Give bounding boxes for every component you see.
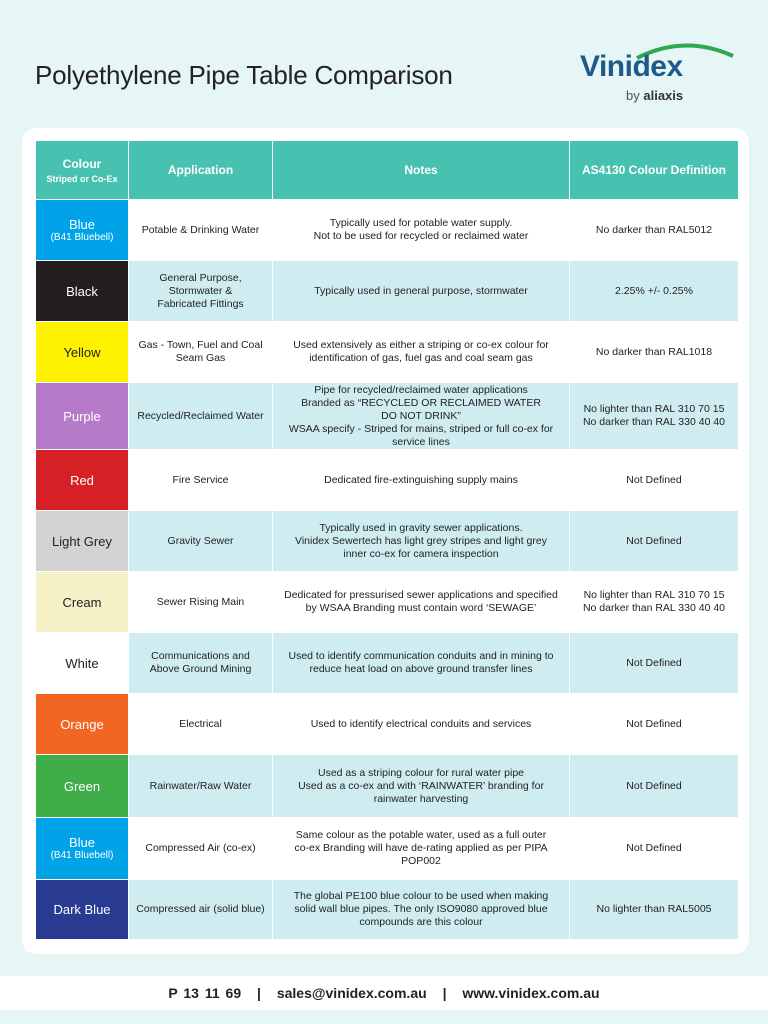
colour-name: Light Grey	[52, 533, 112, 549]
pipe-comparison-table	[36, 141, 738, 939]
header-colour: Colour Striped or Co-Ex	[36, 141, 129, 199]
notes-cell: The global PE100 blue colour to be used when making solid wall blue pipes. The only ISO9080 approved blue compounds are this colour	[273, 879, 570, 939]
application-cell: Compressed air (solid blue)	[129, 879, 273, 939]
colour-name: Yellow	[63, 344, 101, 360]
definition-cell: No darker than RAL1018	[570, 321, 738, 382]
table-row	[36, 879, 738, 939]
colour-swatch-cell	[36, 382, 129, 449]
notes-cell: Typically used in general purpose, stormwater	[273, 260, 570, 321]
table-header-row	[36, 141, 738, 199]
colour-swatch-cell	[36, 879, 129, 939]
header-notes: Notes	[273, 141, 570, 199]
application-cell: Rainwater/Raw Water	[129, 754, 273, 817]
definition-cell: 2.25% +/- 0.25%	[570, 260, 738, 321]
table-row	[36, 817, 738, 879]
notes-cell: Typically used in gravity sewer applications. Vinidex Sewertech has light grey stripes and light grey inner co-ex for camera inspection	[273, 510, 570, 571]
notes-cell: Used as a striping colour for rural water pipe Used as a co-ex and with ‘RAINWATER’ branding for rainwater harvesting	[273, 754, 570, 817]
table-row	[36, 754, 738, 817]
footer-website[interactable]: www.vinidex.com.au	[462, 985, 600, 1001]
colour-name: White	[65, 655, 99, 671]
definition-cell: Not Defined	[570, 754, 738, 817]
footer-phone: P 13 11 69	[168, 985, 242, 1001]
header-definition: AS4130 Colour Definition	[570, 141, 738, 199]
colour-swatch-cell	[36, 817, 129, 879]
colour-name: Dark Blue	[53, 902, 111, 917]
application-cell: Fire Service	[129, 449, 273, 510]
application-cell: Electrical	[129, 693, 273, 754]
application-cell: Gas - Town, Fuel and Coal Seam Gas	[129, 321, 273, 382]
table-row	[36, 632, 738, 693]
page-title: Polyethylene Pipe Table Comparison	[35, 60, 453, 90]
definition-cell: Not Defined	[570, 632, 738, 693]
definition-cell: Not Defined	[570, 510, 738, 571]
table-body	[36, 199, 738, 939]
notes-cell: Used to identify electrical conduits and services	[273, 693, 570, 754]
colour-name: Green	[63, 778, 101, 794]
footer-separator: |	[257, 985, 261, 1001]
table-row	[36, 449, 738, 510]
colour-name: Purple	[63, 408, 101, 424]
colour-swatch-cell	[36, 754, 129, 817]
logo-wordmark: Vinidex	[580, 50, 683, 83]
definition-cell: No lighter than RAL 310 70 15 No darker than RAL 330 40 40	[570, 571, 738, 632]
colour-swatch-cell	[36, 693, 129, 754]
application-cell: Communications and Above Ground Mining	[129, 632, 273, 693]
definition-cell: No lighter than RAL 310 70 15 No darker than RAL 330 40 40	[570, 382, 738, 449]
logo-byline: by aliaxis	[626, 88, 684, 103]
application-cell: General Purpose, Stormwater & Fabricated Fittings	[129, 260, 273, 321]
header-application: Application	[129, 141, 273, 199]
definition-cell: No darker than RAL5012	[570, 199, 738, 260]
notes-cell: Used to identify communication conduits and in mining to reduce heat load on above ground transfer lines	[273, 632, 570, 693]
table-row	[36, 571, 738, 632]
colour-swatch-cell	[36, 199, 129, 260]
colour-swatch-cell	[36, 632, 129, 693]
table-row	[36, 199, 738, 260]
colour-swatch-cell	[36, 571, 129, 632]
colour-name: Orange	[60, 716, 104, 732]
application-cell: Gravity Sewer	[129, 510, 273, 571]
application-cell: Recycled/Reclaimed Water	[129, 382, 273, 449]
notes-cell: Pipe for recycled/reclaimed water applications Branded as “RECYCLED OR RECLAIMED WATER DO NOT DRINK” WSAA specify - Striped for mains, striped or full co-ex for service lines	[273, 382, 570, 449]
footer-contact-bar	[0, 976, 768, 1010]
colour-name: Blue	[68, 835, 96, 850]
application-cell: Sewer Rising Main	[129, 571, 273, 632]
notes-cell: Dedicated fire-extinguishing supply mains	[273, 449, 570, 510]
table-row	[36, 510, 738, 571]
notes-cell: Dedicated for pressurised sewer applications and specified by WSAA Branding must contain word ‘SEWAGE’	[273, 571, 570, 632]
table-row	[36, 693, 738, 754]
application-cell: Compressed Air (co-ex)	[129, 817, 273, 879]
colour-name: Red	[70, 472, 94, 488]
application-cell: Potable & Drinking Water	[129, 199, 273, 260]
colour-swatch-cell	[36, 321, 129, 382]
colour-name: Blue	[68, 216, 96, 232]
colour-name: Cream	[62, 594, 102, 610]
colour-subname: (B41 Bluebell)	[50, 231, 114, 243]
colour-swatch-cell	[36, 260, 129, 321]
notes-cell: Same colour as the potable water, used as a full outer co-ex Branding will have de-rating applied as per PIPA POP002	[273, 817, 570, 879]
colour-swatch-cell	[36, 510, 129, 571]
table-row	[36, 260, 738, 321]
table-row	[36, 321, 738, 382]
notes-cell: Typically used for potable water supply. Not to be used for recycled or reclaimed water	[273, 199, 570, 260]
colour-name: Black	[66, 283, 98, 299]
notes-cell: Used extensively as either a striping or co-ex colour for identification of gas, fuel gas and coal seam gas	[273, 321, 570, 382]
colour-subname: (B41 Bluebell)	[50, 850, 114, 861]
definition-cell: Not Defined	[570, 449, 738, 510]
vinidex-logo	[580, 40, 738, 106]
definition-cell: No lighter than RAL5005	[570, 879, 738, 939]
footer-email[interactable]: sales@vinidex.com.au	[276, 985, 427, 1001]
definition-cell: Not Defined	[570, 693, 738, 754]
definition-cell: Not Defined	[570, 817, 738, 879]
table-row	[36, 382, 738, 449]
footer-separator: |	[442, 985, 447, 1001]
colour-swatch-cell	[36, 449, 129, 510]
